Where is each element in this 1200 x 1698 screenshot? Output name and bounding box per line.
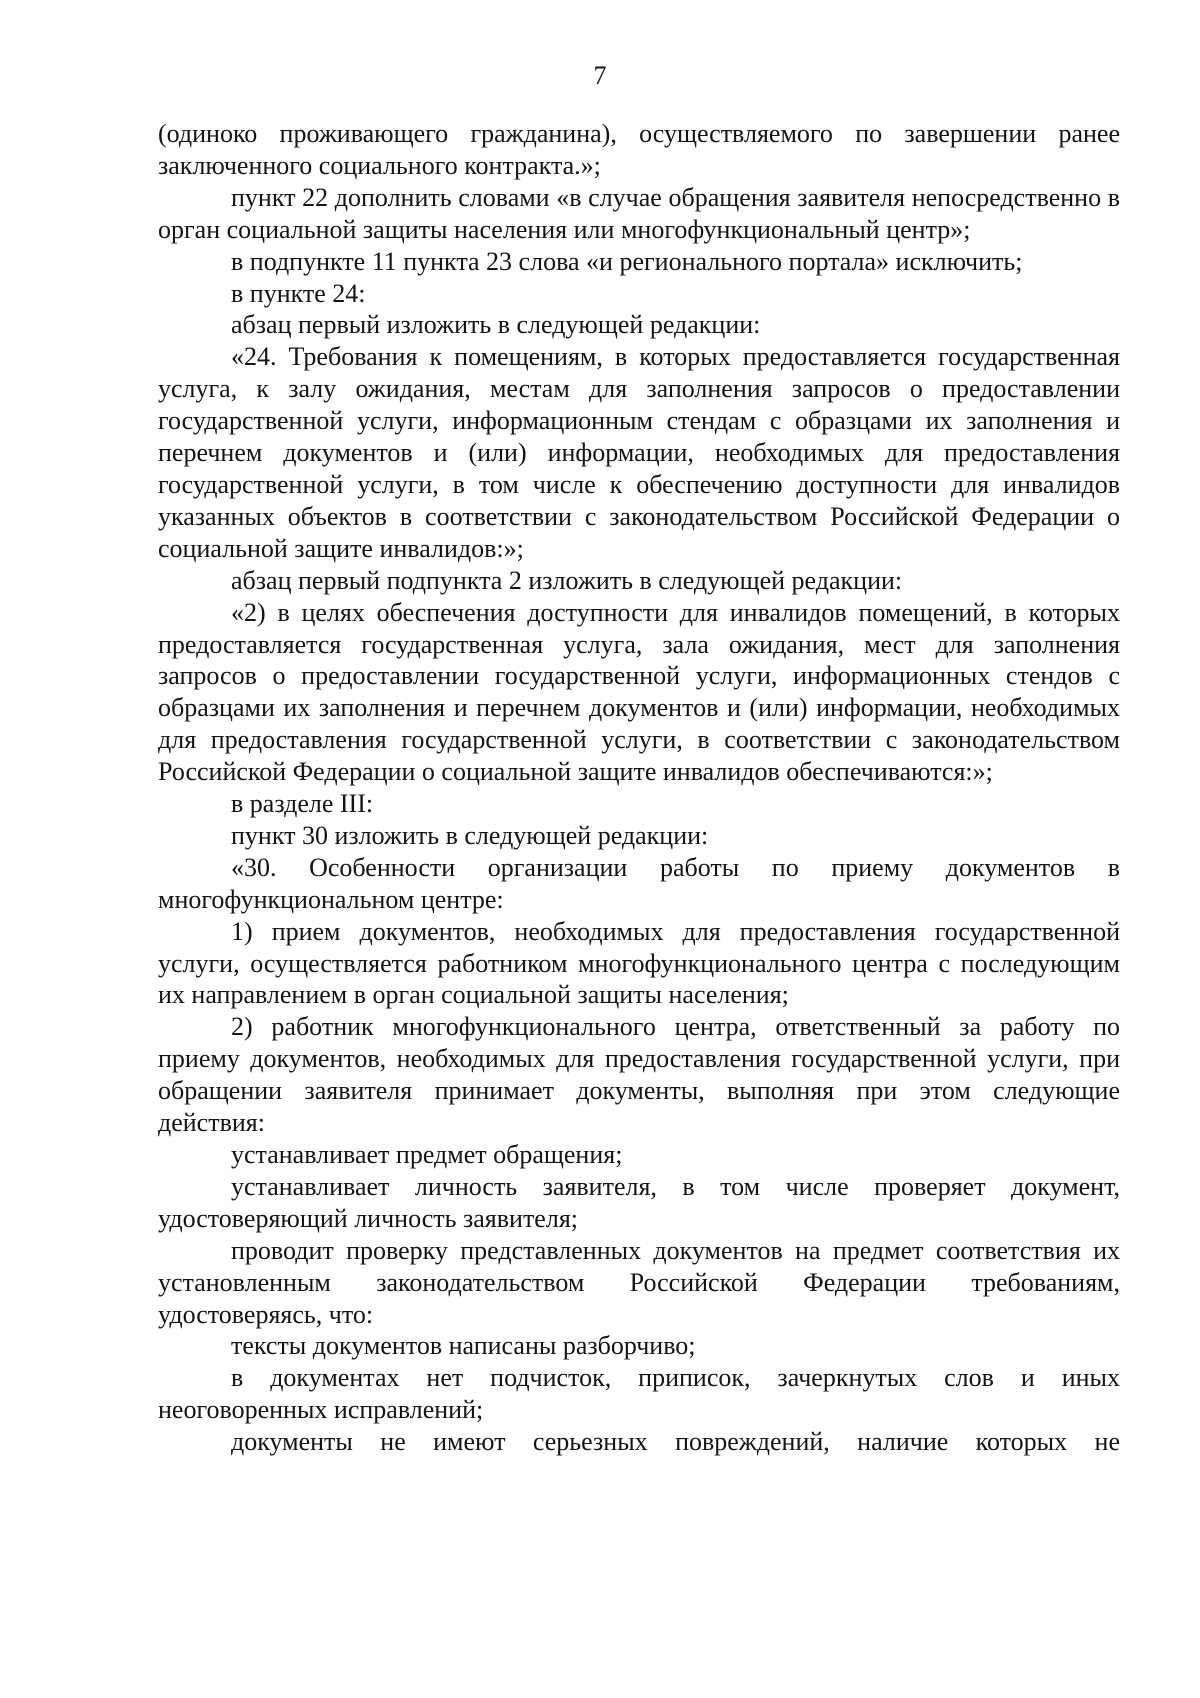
paragraph: в разделе III: <box>231 789 374 819</box>
paragraph: проводит проверку представленных документов на предмет соответствия их установленным законодательством Российской Федерации требованиям, удостоверяясь, что: <box>158 1235 1120 1329</box>
paragraph: в подпункте 11 пункта 23 слова «и регионального портала» исключить; <box>231 246 1023 276</box>
document-body <box>158 118 1120 1458</box>
paragraph: абзац первый изложить в следующей редакции: <box>231 310 761 340</box>
paragraph: в пункте 24: <box>231 278 366 308</box>
paragraph: абзац первый подпункта 2 изложить в следующей редакции: <box>231 565 903 595</box>
paragraph: 2) работник многофункционального центра, ответственный за работу по приему документов, необходимых для предоставления государственной услуги, при обращении заявителя принимает документы, выполняя при этом следующие действия: <box>158 1012 1120 1138</box>
page-number: 7 <box>593 61 607 90</box>
paragraph: (одиноко проживающего гражданина), осуществляемого по завершении ранее заключенного социального контракта.»; <box>158 119 1120 180</box>
paragraph: устанавливает личность заявителя, в том числе проверяет документ, удостоверяющий личность заявителя; <box>158 1171 1120 1233</box>
paragraph: устанавливает предмет обращения; <box>231 1140 623 1169</box>
paragraph: «24. Требования к помещениям, в которых предоставляется государственная услуга, к залу ожидания, местам для заполнения запросов о предоставлении государственной услуги, информационным стендам с образцами их заполнения и перечнем документов и (или) информации, необходимых для предоставления государственной услуги, в том числе к обеспечению доступности для инвалидов указанных объектов в соответствии с законодательством Российской Федерации о социальной защите инвалидов:»; <box>158 342 1120 563</box>
paragraph: «2) в целях обеспечения доступности для инвалидов помещений, в которых предоставляется государственная услуга, зала ожидания, мест для заполнения запросов о предоставлении государственной услуги, информационных стендов с образцами их заполнения и перечнем документов и (или) информации, необходимых для предоставления государственной услуги, в соответствии с законодательством Российской Федерации о социальной защите инвалидов обеспечиваются:»; <box>158 597 1120 787</box>
paragraph: в документах нет подчисток, приписок, зачеркнутых слов и иных неоговоренных исправлений; <box>158 1363 1120 1425</box>
paragraph: «30. Особенности организации работы по приему документов в многофункциональном центре: <box>158 852 1120 914</box>
paragraph: документы не имеют серьезных повреждений, наличие которых не <box>231 1427 1120 1457</box>
paragraph: пункт 22 дополнить словами «в случае обращения заявителя непосредственно в орган социальной защиты населения или многофункциональный центр»; <box>158 182 1120 244</box>
paragraph: пункт 30 изложить в следующей редакции: <box>231 820 709 850</box>
paragraph: тексты документов написаны разборчиво; <box>231 1331 696 1361</box>
paragraph: 1) прием документов, необходимых для предоставления государственной услуги, осуществляется работником многофункционального центра с последующим их направлением в орган социальной защиты населения; <box>158 916 1120 1010</box>
